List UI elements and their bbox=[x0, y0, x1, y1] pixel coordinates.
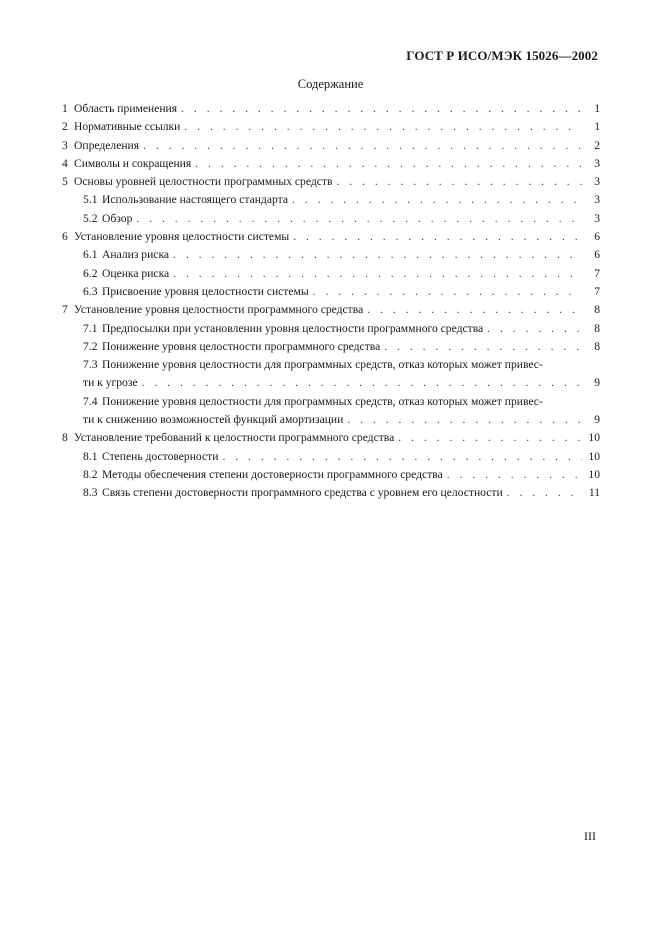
toc-entry-page: 3 bbox=[594, 175, 600, 189]
toc-entry-page: 2 bbox=[594, 138, 600, 152]
toc-entry-page: 10 bbox=[588, 467, 600, 481]
dot-leader bbox=[173, 246, 582, 264]
toc-entry-title: Связь степени достоверности программного средства с уровнем его целостности bbox=[102, 486, 503, 500]
toc-entry-page: 1 bbox=[594, 102, 600, 115]
dot-leader bbox=[181, 100, 582, 118]
toc-entry-title: Предпосылки при установлении уровня целостности программного средства bbox=[102, 321, 484, 335]
toc-entry[interactable] bbox=[62, 265, 600, 283]
toc-entry-page: 10 bbox=[588, 449, 600, 463]
toc-entry-title: Определения bbox=[74, 138, 140, 152]
toc-entry-title: Методы обеспечения степени достоверности программного средства bbox=[102, 467, 443, 481]
toc-entry-number: 6 bbox=[62, 230, 68, 244]
table-of-contents bbox=[62, 100, 600, 503]
toc-entry[interactable] bbox=[62, 393, 600, 430]
toc-entry[interactable] bbox=[62, 210, 600, 228]
dot-leader bbox=[195, 155, 582, 173]
toc-entry-title: Оценка риска bbox=[102, 266, 170, 280]
toc-entry-page: 9 bbox=[594, 413, 600, 427]
toc-entry-title: Использование настоящего стандарта bbox=[102, 193, 288, 207]
toc-entry-number: 6.2 bbox=[83, 266, 98, 280]
toc-entry-number: 5 bbox=[62, 175, 68, 189]
dot-leader bbox=[173, 265, 582, 283]
toc-entry[interactable] bbox=[62, 173, 600, 191]
toc-entry[interactable] bbox=[62, 137, 600, 155]
dot-leader bbox=[143, 137, 582, 155]
toc-entry-number: 7.2 bbox=[83, 339, 98, 353]
toc-entry[interactable] bbox=[62, 338, 600, 356]
toc-entry[interactable] bbox=[62, 100, 600, 118]
toc-entry-page: 8 bbox=[594, 303, 600, 317]
standard-header: ГОСТ Р ИСО/МЭК 15026—2002 bbox=[406, 48, 598, 63]
toc-entry-title: Присвоение уровня целостности системы bbox=[102, 284, 309, 298]
toc-entry[interactable] bbox=[62, 118, 600, 136]
dot-leader bbox=[292, 191, 582, 209]
dot-leader bbox=[142, 374, 582, 392]
toc-entry-number: 7.3 bbox=[83, 358, 98, 372]
toc-entry-number: 4 bbox=[62, 156, 68, 170]
toc-entry-number: 8 bbox=[62, 431, 68, 445]
toc-entry-page: 11 bbox=[588, 486, 600, 500]
toc-entry[interactable] bbox=[62, 484, 600, 502]
toc-entry-number: 7 bbox=[62, 303, 68, 317]
toc-entry-title: Понижение уровня целостности для программных средств, отказ которых может привес- bbox=[102, 358, 543, 372]
toc-entry[interactable] bbox=[62, 155, 600, 173]
dot-leader bbox=[487, 320, 582, 338]
dot-leader bbox=[293, 228, 582, 246]
dot-leader bbox=[367, 301, 582, 319]
toc-entry-title: Понижение уровня целостности программного средства bbox=[102, 339, 381, 353]
toc-entry-page: 3 bbox=[594, 156, 600, 170]
toc-entry-page: 9 bbox=[594, 376, 600, 390]
toc-entry-title: Установление уровня целостности системы bbox=[74, 230, 290, 244]
toc-entry-page: 8 bbox=[594, 339, 600, 353]
toc-entry-page: 10 bbox=[588, 431, 600, 445]
toc-entry[interactable] bbox=[62, 448, 600, 466]
toc-entry-title-continued: ти к угрозе bbox=[83, 376, 138, 390]
dot-leader bbox=[447, 466, 582, 484]
dot-leader bbox=[136, 210, 582, 228]
toc-entry-page: 3 bbox=[594, 211, 600, 225]
toc-entry-number: 5.2 bbox=[83, 211, 98, 225]
toc-entry-page: 1 bbox=[594, 120, 600, 134]
toc-entry-number: 7.1 bbox=[83, 321, 98, 335]
toc-entry-title-continued: ти к снижению возможностей функций амортизации bbox=[83, 413, 344, 427]
toc-entry[interactable] bbox=[62, 191, 600, 209]
toc-entry-page: 3 bbox=[594, 193, 600, 207]
toc-entry-title: Степень достоверности bbox=[102, 449, 219, 463]
toc-entry-number: 6.1 bbox=[83, 248, 98, 262]
toc-entry-number: 8.2 bbox=[83, 467, 98, 481]
dot-leader bbox=[336, 173, 582, 191]
toc-entry-number: 1 bbox=[62, 102, 68, 115]
toc-entry-title: Анализ риска bbox=[102, 248, 170, 262]
toc-entry-number: 5.1 bbox=[83, 193, 98, 207]
page-number: III bbox=[584, 829, 596, 843]
toc-entry[interactable] bbox=[62, 283, 600, 301]
dot-leader bbox=[507, 484, 582, 502]
dot-leader bbox=[384, 338, 582, 356]
page-title: Содержание bbox=[297, 77, 364, 91]
toc-entry-page: 6 bbox=[594, 230, 600, 244]
toc-entry-title: Символы и сокращения bbox=[74, 156, 192, 170]
dot-leader bbox=[398, 429, 582, 447]
toc-entry-page: 7 bbox=[594, 284, 600, 298]
toc-entry-number: 8.1 bbox=[83, 449, 98, 463]
toc-entry-page: 6 bbox=[594, 248, 600, 262]
toc-entry-title: Понижение уровня целостности для программных средств, отказ которых может привес- bbox=[102, 394, 543, 408]
toc-entry[interactable] bbox=[62, 320, 600, 338]
toc-entry-title: Основы уровней целостности программных средств bbox=[74, 175, 333, 189]
toc-entry-number: 6.3 bbox=[83, 284, 98, 298]
toc-entry-number: 8.3 bbox=[83, 486, 98, 500]
toc-entry-title: Установление уровня целостности программного средства bbox=[74, 303, 364, 317]
dot-leader bbox=[184, 118, 582, 136]
toc-entry[interactable] bbox=[62, 301, 600, 319]
toc-entry-title: Область применения bbox=[74, 102, 178, 115]
toc-entry-title: Установление требований к целостности программного средства bbox=[74, 431, 395, 445]
dot-leader bbox=[313, 283, 582, 301]
toc-entry[interactable] bbox=[62, 429, 600, 447]
toc-entry-number: 7.4 bbox=[83, 394, 98, 408]
toc-entry[interactable] bbox=[62, 246, 600, 264]
dot-leader bbox=[222, 448, 582, 466]
toc-entry-number: 3 bbox=[62, 138, 68, 152]
toc-entry-title: Нормативные ссылки bbox=[74, 120, 181, 134]
toc-entry-number: 2 bbox=[62, 120, 68, 134]
toc-entry-page: 7 bbox=[594, 266, 600, 280]
toc-entry[interactable] bbox=[62, 466, 600, 484]
toc-entry[interactable] bbox=[62, 356, 600, 393]
dot-leader bbox=[347, 411, 582, 429]
toc-entry-page: 8 bbox=[594, 321, 600, 335]
toc-entry-title: Обзор bbox=[102, 211, 133, 225]
toc-entry[interactable] bbox=[62, 228, 600, 246]
